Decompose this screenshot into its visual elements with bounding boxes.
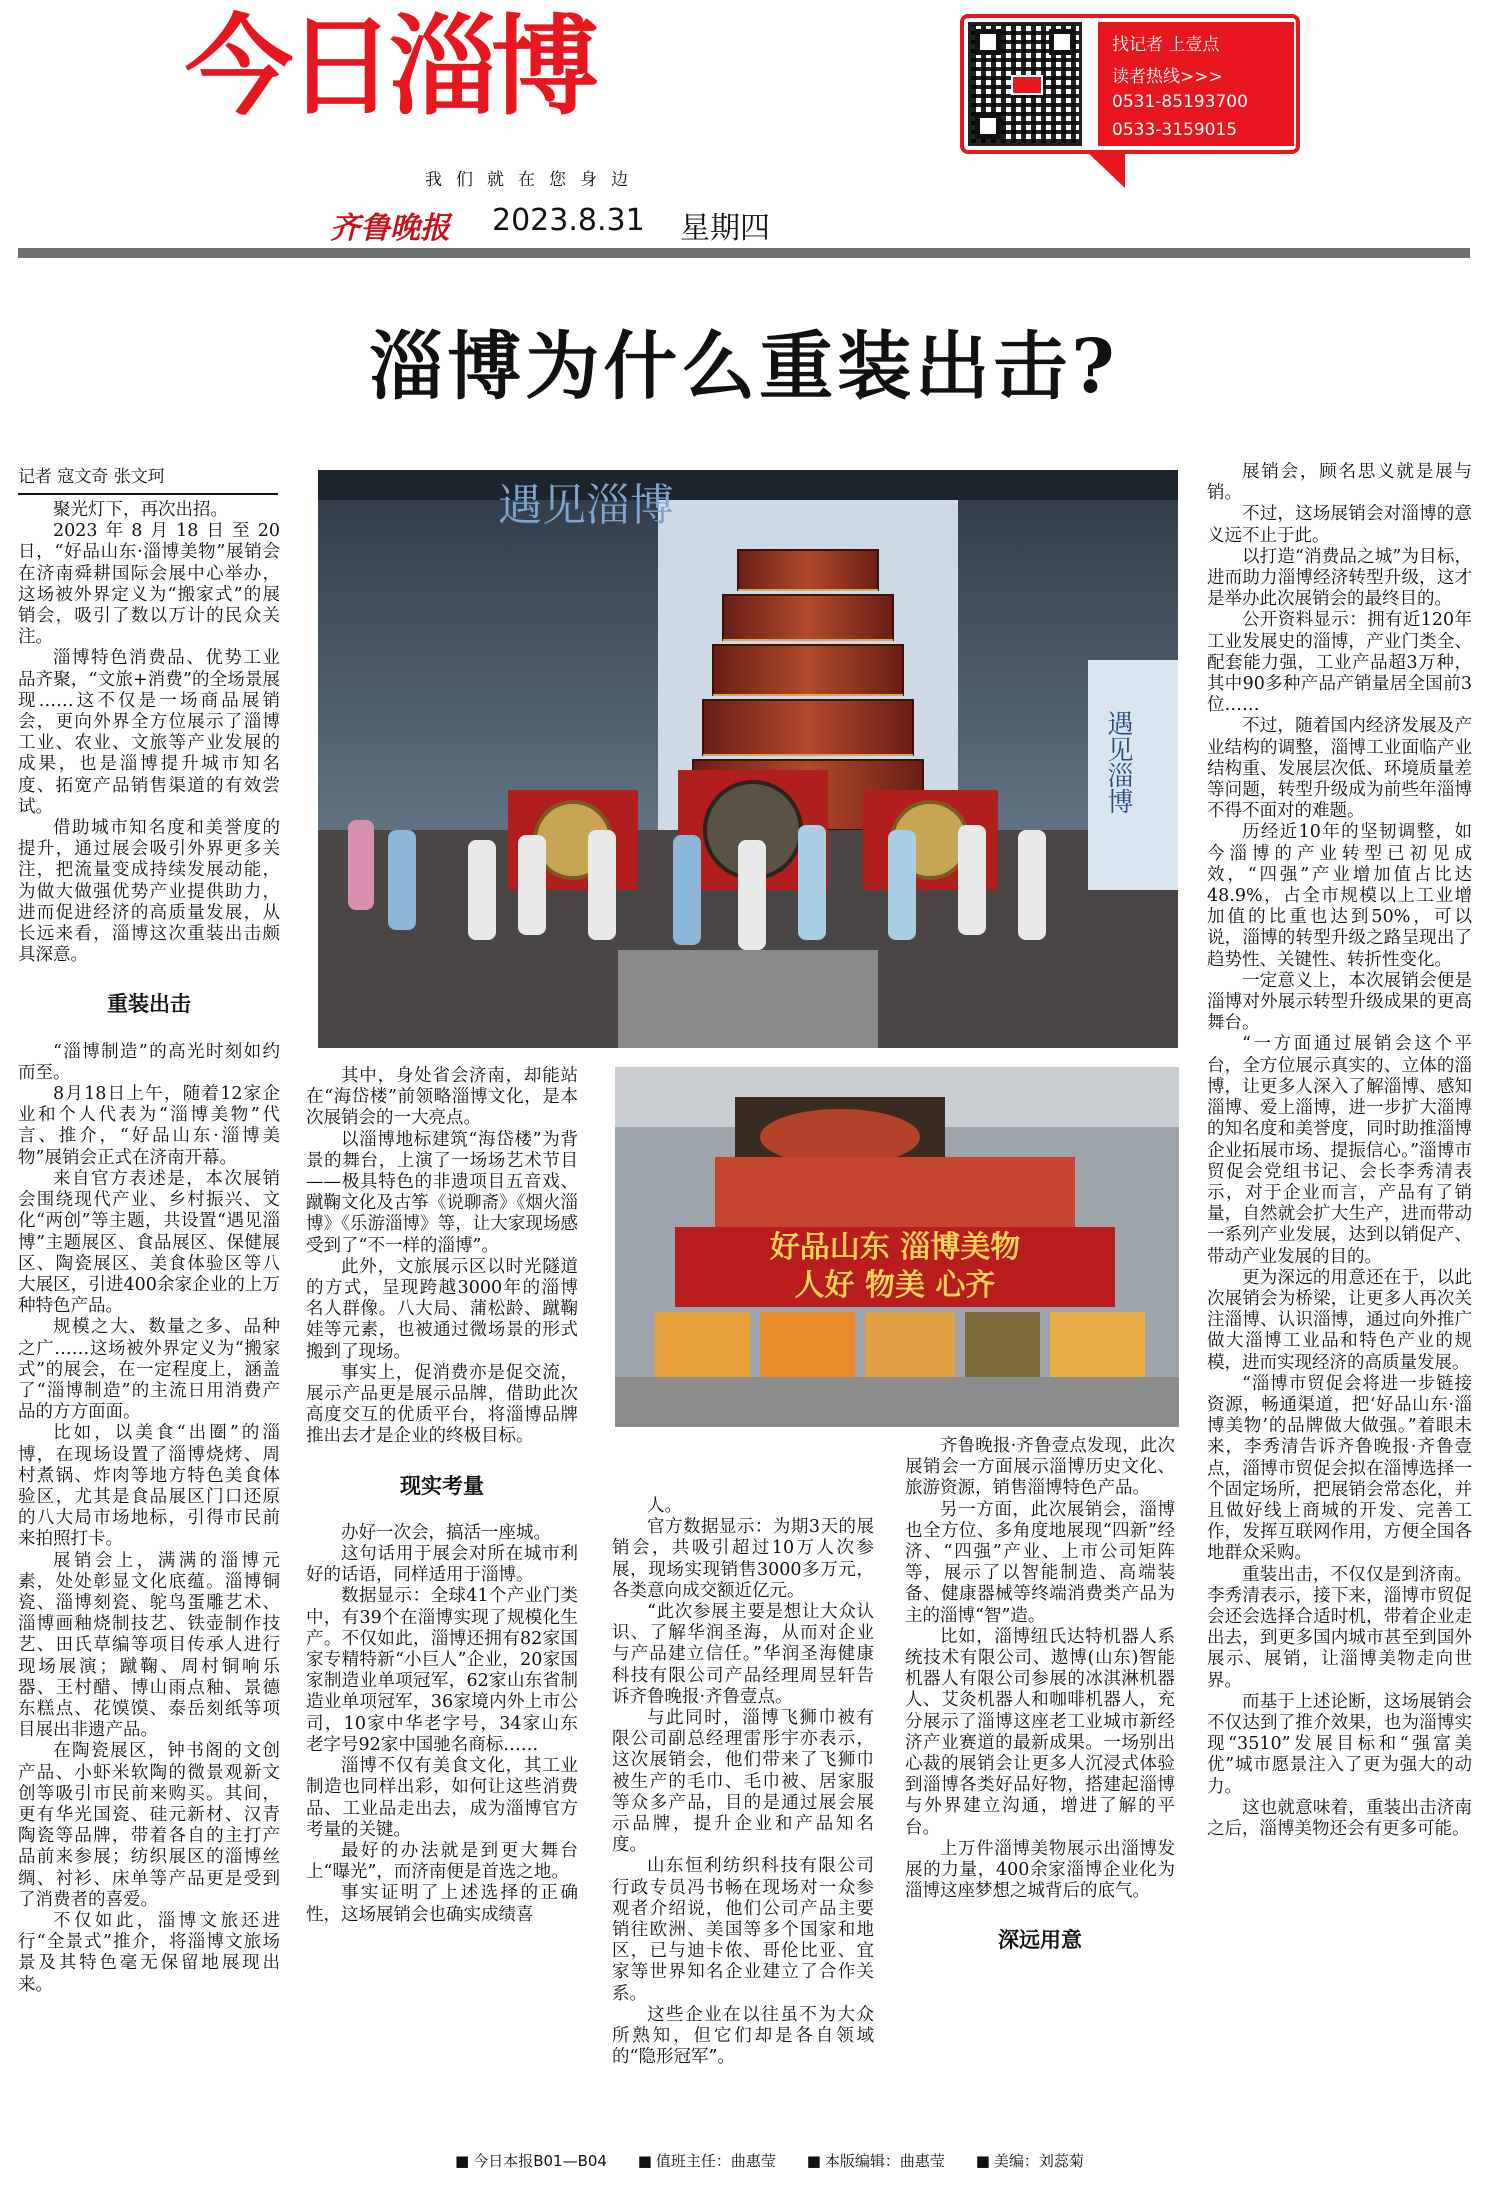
- hotline-phone-2: 0533-3159015: [1112, 120, 1238, 140]
- footer-pages: ■ 今日本报B01—B04: [455, 2152, 607, 2170]
- column-2b-paragraphs: [306, 1523, 578, 1926]
- paragraph: “一方面通过展销会这个平台，全方位展示真实的、立体的淄博，让更多人深入了解淄博、感知淄博、爱上淄博，进一步扩大淄博的知名度和美誉度，同时助推淄博企业拓展市场、提振信心。”淄博市贸促会党组书记、会长李秀清表示，对于企业而言，产品有了销量，自然就会扩大生产，进而带动一系列产业发展，达到以销促产、带动产业发展的目的。: [1207, 1034, 1472, 1267]
- column-5: [1207, 462, 1472, 1840]
- paragraph: “此次参展主要是想让大众认识、了解华润圣海，从而对企业与产品建立信任。”华润圣海健康科技有限公司产品经理周昱轩告诉齐鲁晚报·齐鲁壹点。: [612, 1602, 874, 1707]
- column-4-paragraphs: [905, 1436, 1175, 1902]
- paragraph: 人。: [647, 1496, 682, 1516]
- masthead-divider: [18, 248, 1470, 258]
- paragraph: 不过，这场展销会对淄博的意义远不止于此。: [1207, 504, 1472, 546]
- hotline-slogan: 找记者 上壹点: [1112, 35, 1220, 55]
- hotline-phone-1: 0531-85193700: [1112, 92, 1248, 112]
- paragraph: 上万件淄博美物展示出淄博发展的力量，400余家淄博企业化为淄博这座梦想之城背后的底气。: [905, 1838, 1175, 1902]
- footer-art-editor: ■ 美编：刘蕊菊: [976, 2152, 1084, 2170]
- paragraph: 事实证明了上述选择的正确性，这场展销会也确实成绩喜: [306, 1883, 578, 1925]
- paragraph: “淄博制造”的高光时刻如约而至。: [18, 1041, 280, 1083]
- masthead-slogan: 我们就在您身边: [425, 170, 642, 190]
- photo-opening-ceremony-art: [318, 470, 1178, 1048]
- paragraph: 事实上，促消费亦是促交流，展示产品更是展示品牌，借助此次高度交互的优质平台，将淄博品牌推出去才是企业的终极目标。: [306, 1362, 578, 1447]
- paragraph: 办好一次会，搞活一座城。: [341, 1522, 551, 1543]
- paragraph: 此外，文旅展示区以时光隧道的方式，呈现跨越3000年的淄博名人群像。八大局、蒲松龄、蹴鞠娃等元素，也被通过微场景的形式搬到了现场。: [306, 1256, 578, 1362]
- paragraph: 不仅如此，淄博文旅还进行“全景式”推介，将淄博文旅场景及其特色毫无保留地展现出来。: [18, 1911, 280, 1995]
- paragraph: 一定意义上，本次展销会便是淄博对外展示转型升级成果的更高舞台。: [1207, 970, 1472, 1034]
- paragraph: 比如，以美食“出圈”的淄博，在现场设置了淄博烧烤、周村煮锅、炸肉等地方特色美食体验区，尤其是食品展区门口还原的八大局市场地标，引得市民前来拍照打卡。: [18, 1423, 280, 1550]
- paragraph: 2023年8月18日至20日，“好品山东·淄博美物”展销会在济南舜耕国际会展中心举办，这场被外界定义为“搬家式”的展销会，吸引了数以万计的民众关注。: [18, 521, 280, 648]
- hotline-box: [1098, 22, 1294, 146]
- paragraph: 8月18日上午，随着12家企业和个人代表为“淄博美物”代言、推介，“好品山东·淄博美物”展销会正式在济南开幕。: [18, 1084, 280, 1168]
- paragraph: 齐鲁晚报·齐鲁壹点发现，此次展销会一方面展示淄博历史文化、旅游资源，销售淄博特色产品。: [905, 1436, 1175, 1499]
- paragraph: 借助城市知名度和美誉度的提升，通过展会吸引外界更多关注，把流量变成持续发展动能，为做大做强优势产业提供助力，进而促进经济的高质量发展，从长远来看，淄博这次重装出击颇具深意。: [18, 818, 280, 966]
- photo-produce-display-art: [615, 1067, 1179, 1427]
- paragraph: 更为深远的用意还在于，以此次展销会为桥梁，让更多人再次关注淄博、认识淄博，通过向外推广做大淄博工业品和特色产业的规模，进而实现经济的高质量发展。: [1207, 1267, 1472, 1373]
- paragraph: 官方数据显示：为期3天的展销会，共吸引超过10万人次参展，现场实现销售3000多万元，各类意向成交额近亿元。: [612, 1517, 874, 1601]
- paragraph: 聚光灯下，再次出招。: [53, 500, 228, 520]
- page-footer: [455, 2150, 1110, 2171]
- paragraph: 重装出击，不仅仅是到济南。李秀清表示，接下来，淄博市贸促会还会选择合适时机，带着企业走出去，到更多国内城市甚至到国外展示、展销，让淄博美物走向世界。: [1207, 1564, 1472, 1691]
- footer-duty-editor: ■ 值班主任：曲惠莹: [638, 2152, 776, 2170]
- column-1-paragraphs: [18, 500, 280, 966]
- column-3: [612, 1496, 874, 2068]
- qr-code-icon[interactable]: [968, 22, 1082, 146]
- paragraph: 规模之大、数量之多、品种之广……这场被外界定义为“搬家式”的展会，在一定程度上，涵盖了“淄博制造”的主流日用消费产品的方方面面。: [18, 1317, 280, 1423]
- column-4: [905, 1436, 1175, 1978]
- newspaper-brand-logo: 齐鲁晚报: [330, 211, 450, 246]
- paragraph: 数据显示：全球41个产业门类中，有39个在淄博实现了规模化生产。不仅如此，淄博还拥有82家国家专精特新“小巨人”企业，20家国家制造业单项冠军，62家山东省制造业单项冠军，36家境内外上市公司，10家中华老字号，34家山东老字号92家中国驰名商标……: [306, 1586, 578, 1755]
- paragraph: 山东恒利纺织科技有限公司行政专员冯书畅在现场对一众参观者介绍说，他们公司产品主要销往欧洲、美国等多个国家和地区，已与迪卡侬、哥伦比亚、宜家等世界知名企业建立了合作关系。: [612, 1856, 874, 2004]
- hotline-label: 读者热线>>>: [1112, 67, 1223, 87]
- column-5-paragraphs: [1207, 462, 1472, 1840]
- article-headline: 淄博为什么重装出击?: [369, 324, 1119, 410]
- paragraph: 与此同时，淄博飞狮巾被有限公司副总经理雷彤宇亦表示，这次展销会，他们带来了飞狮巾被生产的毛巾、毛巾被、居家服等众多产品，目的是通过展会展示品牌，提升企业和产品知名度。: [612, 1708, 874, 1856]
- photo-opening-ceremony: [318, 470, 1178, 1048]
- issue-weekday: 星期四: [680, 211, 770, 246]
- paragraph: 淄博不仅有美食文化，其工业制造也同样出彩，如何让这些消费品、工业品走出去，成为淄博官方考量的关键。: [306, 1756, 578, 1840]
- paragraph: 以打造“消费品之城”为目标，进而助力淄博经济转型升级，这才是举办此次展销会的最终目的。: [1207, 546, 1472, 610]
- paragraph: 在陶瓷展区，钟书阁的文创产品、小虾米软陶的微景观新文创等吸引市民前来购买。其间，更有华光国瓷、硅元新材、汉青陶瓷等品牌，带着各自的主打产品前来参展；纺织展区的淄博丝绸、衬衫、床单等产品更是受到了消费者的喜爱。: [18, 1741, 280, 1910]
- paragraph: 比如，淄博纽氏达特机器人系统技术有限公司、遨博(山东)智能机器人有限公司参展的冰淇淋机器人、艾灸机器人和咖啡机器人，充分展示了淄博这座老工业城市新经济产业赛道的最新成果。一场别出心裁的展销会让更多人沉浸式体验到淄博各类好品好物，搭建起淄博与外界建立沟通，增进了解的平台。: [905, 1626, 1175, 1838]
- paragraph: 公开资料显示：拥有近120年工业发展史的淄博，产业门类全、配套能力强，工业产品超3万种，其中90多种产品产销量居全国前3位……: [1207, 610, 1472, 716]
- paragraph: 展销会上，满满的淄博元素，处处彰显文化底蕴。淄博铜瓷、淄博刻瓷、鸵鸟蛋雕艺术、淄博画釉烧制技艺、铁壶制作技艺、田氏草编等项目传承人进行现场展演；蹴鞠、周村铜响乐器、王村醋、博山雨点釉、景德东糕点、花馍馍、泰岳刻纸等项目展出非遗产品。: [18, 1550, 280, 1741]
- paragraph: 淄博特色消费品、优势工业品齐聚，“文旅+消费”的全场景展现……这不仅是一场商品展销会，更向外界全方位展示了淄博工业、农业、文旅等产业发展的成果，也是淄博提升城市知名度、拓宽产品销售渠道的有效尝试。: [18, 648, 280, 817]
- photo2-banner-line1: 好品山东 淄博美物: [769, 1230, 1021, 1265]
- paragraph: 而基于上述论断，这场展销会不仅达到了推介效果，也为淄博实现“3510”发展目标和“强富美优”城市愿景注入了更为强大的动力。: [1207, 1691, 1472, 1797]
- issue-date: 2023.8.31: [492, 203, 645, 238]
- column-1b-paragraphs: [18, 1042, 280, 1996]
- paragraph: 其中，身处省会济南，却能站在“海岱楼”前领略淄博文化，是本次展销会的一大亮点。: [306, 1066, 578, 1129]
- paragraph: 以淄博地标建筑“海岱楼”为背景的舞台，上演了一场场艺术节目——极具特色的非遗项目五音戏、蹴鞠文化及古筝《说聊斋》《烟火淄博》《乐游淄博》等，让大家现场感受到了“不一样的淄博”。: [306, 1129, 578, 1256]
- paragraph: 这句话用于展会对所在城市利好的话语，同样适用于淄博。: [306, 1544, 578, 1586]
- paragraph: 这也就意味着，重装出击济南之后，淄博美物还会有更多可能。: [1207, 1797, 1472, 1839]
- paragraph: 展销会，顾名思义就是展与销。: [1207, 462, 1472, 504]
- paragraph: 这些企业在以往虽不为大众所熟知，但它们却是各自领域的“隐形冠军”。: [612, 2004, 874, 2068]
- paragraph: 不过，随着国内经济发展及产业结构的调整，淄博工业面临产业结构重、发展层次低、环境质量差等问题，转型升级成为前些年淄博不得不面对的难题。: [1207, 716, 1472, 822]
- paragraph: “淄博市贸促会将进一步链接资源，畅通渠道，把‘好品山东·淄博美物’的品牌做大做强。”着眼未来，李秀清告诉齐鲁晚报·齐鲁壹点，淄博市贸促会拟在淄博选择一个固定场所，把展销会常态化，并且做好线上商城的开发、完善工作，发挥互联网作用，方便全国各地群众采购。: [1207, 1373, 1472, 1564]
- photo-produce-display: [615, 1067, 1179, 1427]
- subheading-shenyuanyongyi: 深远用意: [998, 1928, 1082, 1953]
- photo1-side-banner: 遇见淄博: [1103, 710, 1133, 814]
- subheading-xianshikaoliang: 现实考量: [400, 1473, 484, 1498]
- paragraph: 最好的办法就是到更大舞台上“曝光”，而济南便是首选之地。: [306, 1840, 578, 1883]
- column-2: [306, 1066, 578, 1926]
- photo1-banner-text: 遇见淄博: [498, 480, 674, 531]
- masthead-title: 今日淄博: [185, 5, 594, 130]
- article-byline: 记者 寇文奇 张文珂: [18, 462, 278, 495]
- column-2-paragraphs: [306, 1066, 578, 1448]
- paragraph: 另一方面，此次展销会，淄博也全方位、多角度地展现“四新”经济、“四强”产业、上市公司矩阵等，展示了以智能制造、高端装备、健康器械等终端消费类产品为主的淄博“智”造。: [905, 1499, 1175, 1626]
- paragraph: 来自官方表述是，本次展销会围绕现代产业、乡村振兴、文化“两创”等主题，共设置“遇见淄博”主题展区、食品展区、保健展区、陶瓷展区、美食体验区等八大展区，引进400余家企业的上万种特色产品。: [18, 1168, 280, 1317]
- photo2-banner-line2: 人好 物美 心齐: [794, 1268, 996, 1303]
- column-3-paragraphs: [612, 1496, 874, 2068]
- subheading-zhuangchuji: 重装出击: [107, 992, 191, 1017]
- paragraph: 历经近10年的坚韧调整，如今淄博的产业转型已初见成效，“四强”产业增加值占比达48.9%，占全市规模以上工业增加值的比重也达到50%，可以说，淄博的转型升级之路呈现出了趋势性、关键性、转折性变化。: [1207, 822, 1472, 970]
- speech-bubble-tail: [1085, 150, 1125, 188]
- footer-page-editor: ■ 本版编辑：曲惠莹: [807, 2152, 945, 2170]
- column-1: [18, 500, 280, 1996]
